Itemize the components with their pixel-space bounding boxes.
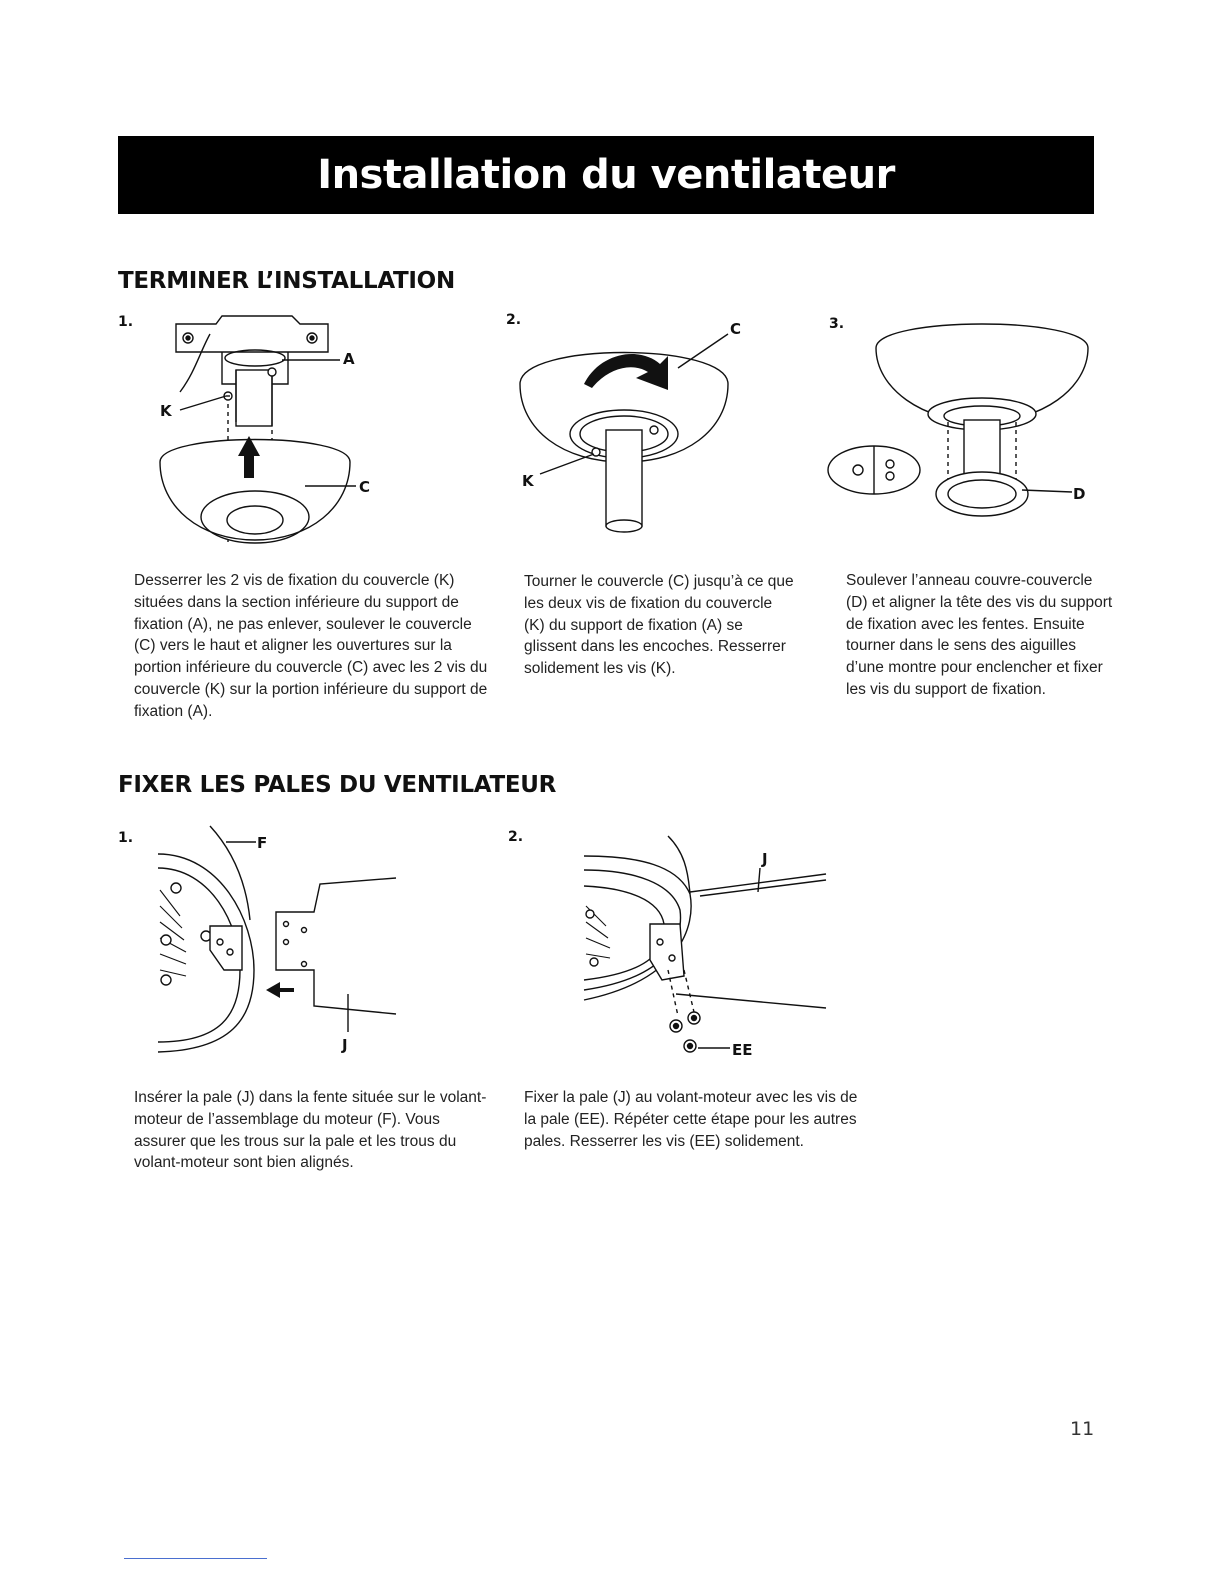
figure-blade-screws [580,830,840,1062]
figure-ring-lift [822,318,1092,528]
step-description: Tourner le couvercle (C) jusqu’à ce que les deux vis de fixation du couvercle (K) du support de fixation (A) se glissent dans les encoches. Resserrer solidement les vis (K). [524,573,794,678]
label-d: D [1073,485,1086,503]
label-k: K [522,472,534,490]
figure-canopy-lift [140,312,390,552]
step-description: Insérer la pale (J) dans la fente située sur le volant-moteur de l’assemblage du moteur (F). Vous assurer que les trous sur la pale et les trous du volant-moteur sont bien alignés. [134,1089,487,1172]
step-number: 3. [829,316,845,332]
label-c: C [359,478,371,496]
step-description: Fixer la pale (J) au volant-moteur avec les vis de la pale (EE). Répéter cette étape pour les autres pales. Resserrer les vis (EE) solidement. [524,1089,858,1150]
section-heading-fixer-pales: FIXER LES PALES DU VENTILATEUR [118,772,557,798]
label-j: J [342,1036,348,1054]
label-ee: EE [732,1041,753,1059]
figure-canopy-rotate [510,312,770,542]
label-f: F [257,834,268,852]
label-a: A [343,350,355,368]
label-j: J [762,850,768,868]
step-number: 2. [508,829,524,845]
label-k: K [160,402,172,420]
step-number: 2. [506,312,522,328]
section-heading-terminer: TERMINER L’INSTALLATION [118,268,455,294]
step-description: Soulever l’anneau couvre-couvercle (D) et aligner la tête des vis du support de fixation avec les fentes. Ensuite tourner dans le sens des aiguilles d’une montre pour enclencher et fixer les vis du support de fixation. [846,572,1113,698]
step-number: 1. [118,830,134,846]
step-number: 1. [118,314,134,330]
label-c: C [730,320,742,338]
page-number: 11 [1070,1418,1095,1440]
page-title: Installation du ventilateur [118,136,1094,214]
footer-divider [124,1558,267,1559]
step-description: Desserrer les 2 vis de fixation du couvercle (K) situées dans la section inférieure du support de fixation (A), ne pas enlever, soulever le couvercle (C) vers le haut et aligner les ouvertures sur la portion inférieure du couvercle (C) avec les 2 vis du couvercle (K) sur la portion inférieure du support de fixation (A). [134,572,488,720]
figure-blade-insert [150,820,410,1060]
